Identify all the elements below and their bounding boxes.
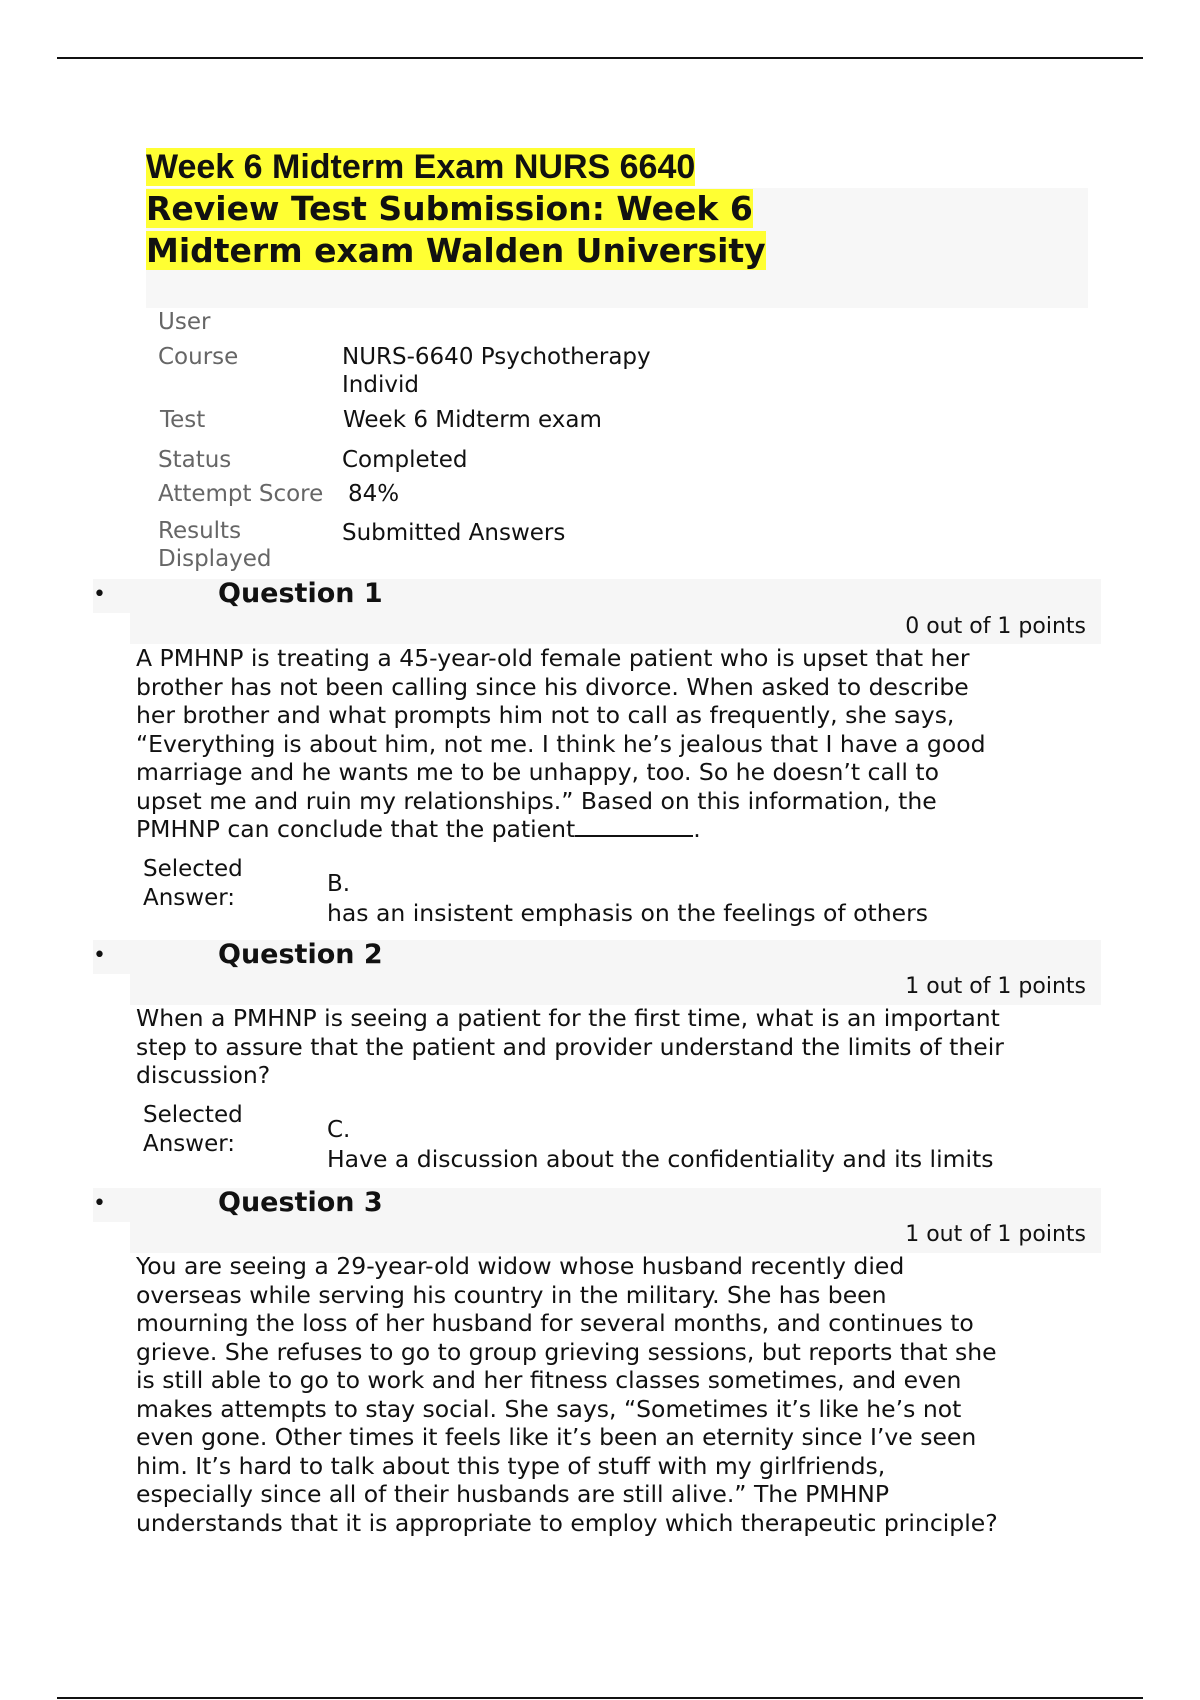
question-1-line: A PMHNP is treating a 45-year-old female patient who is upset that her (136, 644, 970, 672)
question-2-answer-letter: C. (327, 1117, 351, 1143)
question-1-line: her brother and what prompts him not to call as frequently, she says, (136, 701, 955, 729)
question-2-bullet: • (93, 943, 106, 968)
question-1-answer-text: has an insistent emphasis on the feelings of others (327, 899, 929, 927)
question-1-text-end: . (693, 815, 701, 843)
question-3-title: Question 3 (218, 1187, 383, 1218)
question-3-line: especially since all of their husbands are still alive.” The PMHNP (136, 1480, 889, 1508)
question-2-title: Question 2 (218, 939, 383, 970)
question-1-line: “Everything is about him, not me. I think he’s jealous that I have a good (136, 729, 986, 758)
question-3-line: him. It’s hard to talk about this type of stuff with my girlfriends, (136, 1451, 886, 1480)
question-3-points: 1 out of 1 points (905, 1222, 1086, 1247)
test-value: Week 6 Midterm exam (343, 407, 602, 433)
answer-blank (575, 817, 693, 837)
question-1-selected-label (143, 855, 283, 912)
question-1-line: PMHNP can conclude that the patient (136, 815, 576, 843)
question-1-line: brother has not been calling since his divorce. When asked to describe (136, 672, 969, 701)
test-label: Test (160, 407, 206, 433)
selected-label-line: Selected (143, 856, 243, 882)
question-1-text (136, 644, 1056, 844)
status-label: Status (158, 447, 232, 473)
question-2-selected-label (143, 1101, 283, 1158)
score-label: Attempt Score (158, 481, 324, 507)
title-line-3: Midterm exam Walden University (146, 231, 766, 270)
question-2-text (136, 1004, 1056, 1090)
question-2-line: step to assure that the patient and provider understand the limits of their (136, 1032, 1004, 1061)
status-value: Completed (342, 447, 468, 473)
results-value: Submitted Answers (342, 520, 566, 546)
user-label: User (158, 309, 211, 335)
question-2-answer-text: Have a discussion about the confidentiality and its limits (327, 1145, 994, 1173)
results-label-1: Results (158, 518, 242, 544)
bottom-rule (57, 1697, 1143, 1699)
question-1-points: 0 out of 1 points (905, 614, 1086, 639)
question-1-bullet: • (93, 582, 106, 607)
question-3-line: even gone. Other times it feels like it’s been an eternity since I’ve seen (136, 1423, 977, 1451)
question-3-line: makes attempts to stay social. She says, “Sometimes it’s like he’s not (136, 1394, 962, 1423)
question-1-answer-letter: B. (327, 871, 351, 897)
question-3-line: grieve. She refuses to go to group grieving sessions, but reports that she (136, 1337, 997, 1366)
question-3-bullet: • (93, 1191, 106, 1216)
selected-label-line: Answer: (143, 1130, 236, 1157)
question-3-line: mourning the loss of her husband for several months, and continues to (136, 1309, 974, 1337)
question-1-last-line (136, 815, 1056, 844)
question-3-text (136, 1252, 1056, 1537)
question-3-line: understands that it is appropriate to employ which therapeutic principle? (136, 1508, 998, 1537)
question-3-line: is still able to go to work and her fitness classes sometimes, and even (136, 1366, 962, 1394)
results-label-2: Displayed (158, 546, 272, 572)
question-3-line: You are seeing a 29-year-old widow whose husband recently died (136, 1252, 905, 1280)
course-value-2: Individ (342, 372, 419, 398)
selected-label-line: Answer: (143, 884, 236, 911)
course-label: Course (158, 344, 239, 370)
course-value-1: NURS-6640 Psychotherapy (342, 344, 651, 370)
question-1-line: marriage and he wants me to be unhappy, too. So he doesn’t call to (136, 758, 939, 786)
question-1-line: upset me and ruin my relationships.” Based on this information, the (136, 786, 937, 815)
question-2-line: When a PMHNP is seeing a patient for the first time, what is an important (136, 1004, 1000, 1032)
question-3-line: overseas while serving his country in the military. She has been (136, 1280, 887, 1309)
question-2-points: 1 out of 1 points (905, 974, 1086, 999)
page-title (146, 146, 766, 272)
score-value: 84% (348, 481, 400, 507)
question-1-title: Question 1 (218, 578, 383, 609)
selected-label-line: Selected (143, 1102, 243, 1128)
question-2-line: discussion? (136, 1061, 271, 1089)
title-line-1: Week 6 Midterm Exam NURS 6640 (146, 148, 696, 186)
title-line-2: Review Test Submission: Week 6 (146, 189, 753, 228)
top-rule (57, 57, 1143, 59)
